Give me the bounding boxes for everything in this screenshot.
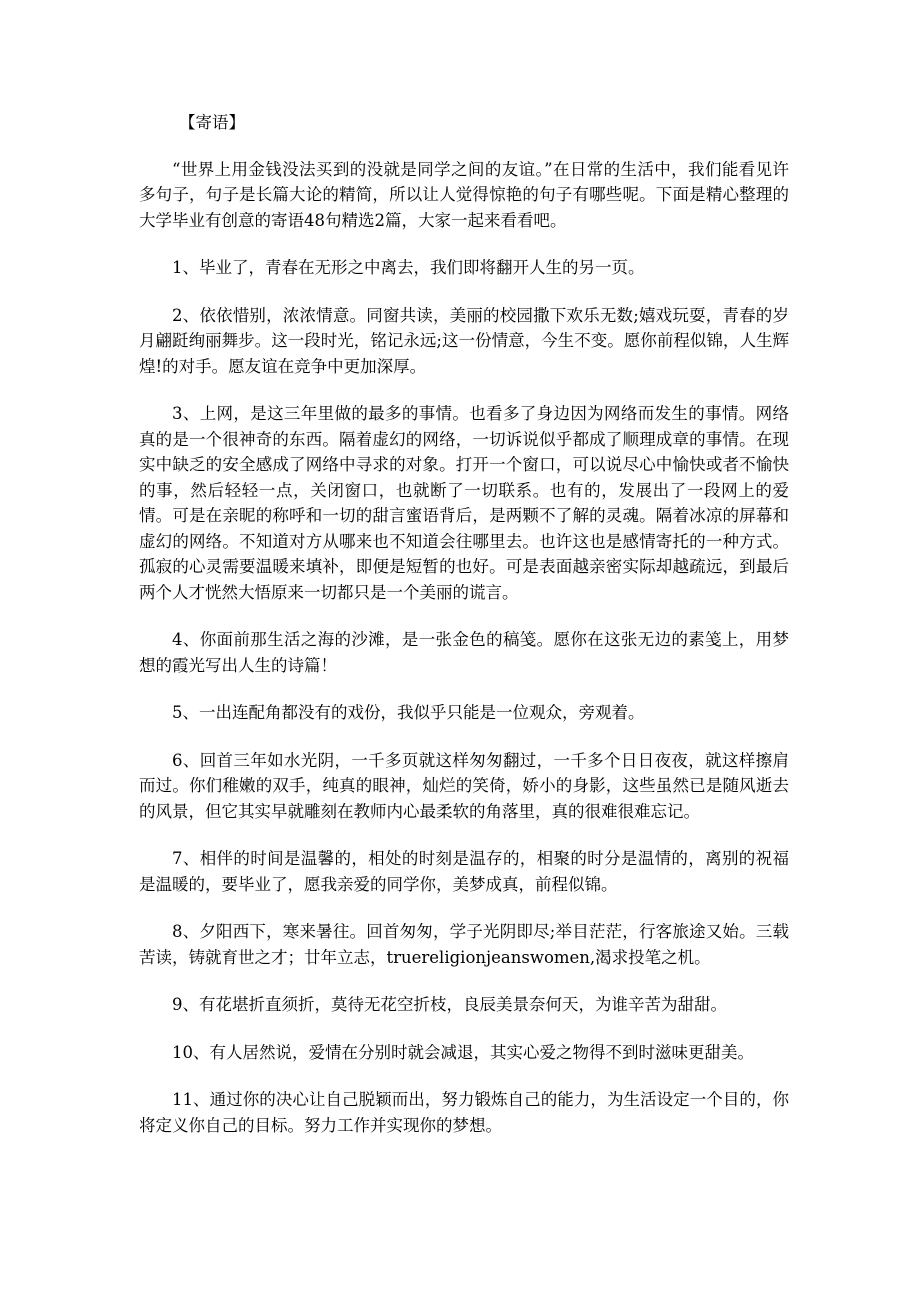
message-item-5: 5、一出连配角都没有的戏份，我似乎只能是一位观众，旁观着。 [172, 703, 645, 722]
message-item-6: 6、回首三年如水光阴，一千多页就这样匆匆翻过，一千多个日日夜夜，就这样擦肩而过。你们稚嫩的双手，纯真的眼神，灿烂的笑倚，娇小的身影，这些虽然已是随风逝去的风景，但它其实早就雕刻在教师内心最柔软的角落里，真的很难很难忘记。 [139, 750, 789, 821]
message-item-9: 9、有花堪折直须折，莫待无花空折枝，良辰美景奈何天，为谁辛苦为甜甜。 [172, 995, 727, 1014]
document-page [139, 110, 789, 1160]
message-item-3: 3、上网，是这三年里做的最多的事情。也看多了身边因为网络而发生的事情。网络真的是一个很神奇的东西。隔着虚幻的网络，一切诉说似乎都成了顺理成章的事情。在现实中缺乏的安全感成了网络中寻求的对象。打开一个窗口，可以说尽心中愉快或者不愉快的事，然后轻轻一点，关闭窗口，也就断了一切联系。也有的，发展出了一段网上的爱情。可是在亲昵的称呼和一切的甜言蜜语背后，是两颗不了解的灵魂。隔着冰凉的屏幕和虚幻的网络。不知道对方从哪来也不知道会往哪里去。也许这也是感情寄托的一种方式。孤寂的心灵需要温暖来填补，即便是短暂的也好。可是表面越亲密实际却越疏远，到最后两个人才恍然大悟原来一切都只是一个美丽的谎言。 [139, 404, 789, 602]
message-item-11: 11、通过你的决心让自己脱颖而出，努力锻炼自己的能力，为生活设定一个目的，你将定义你自己的目标。努力工作并实现你的梦想。 [139, 1090, 789, 1135]
message-item-10: 10、有人居然说，爱情在分别时就会减退，其实心爱之物得不到时滋味更甜美。 [172, 1042, 754, 1062]
message-item-7: 7、相伴的时间是温馨的，相处的时刻是温存的，相聚的时分是温情的，离别的祝福是温暖的，要毕业了，愿我亲爱的同学你，美梦成真，前程似锦。 [139, 849, 789, 894]
message-item-2: 2、依依惜别，浓浓情意。同窗共读，美丽的校园撒下欢乐无数;嬉戏玩耍，青春的岁月翩跹绚丽舞步。这一段时光，铭记永远;这一份情意，今生不变。愿你前程似锦，人生辉煌!的对手。愿友谊在竞争中更加深厚。 [139, 305, 789, 376]
intro-paragraph: “世界上用金钱没法买到的没就是同学之间的友谊。”在日常的生活中，我们能看见许多句子，句子是长篇大论的精简，所以让人觉得惊艳的句子有哪些呢。下面是精心整理的大学毕业有创意的寄语48句精选2篇，大家一起来看看吧。 [139, 159, 789, 230]
message-item-8: 8、夕阳西下，寒来暑往。回首匆匆，学子光阴即尽;举目茫茫，行客旅途又始。三载苦读，铸就育世之才；廿年立志，truereligionjeanswomen,渴求投笔之机。 [139, 922, 789, 967]
message-item-4: 4、你面前那生活之海的沙滩，是一张金色的稿笺。愿你在这张无边的素笺上，用梦想的霞光写出人生的诗篇！ [139, 630, 789, 675]
document-title: 【寄语】 [179, 113, 245, 132]
message-item-1: 1、毕业了，青春在无形之中离去，我们即将翻开人生的另一页。 [172, 258, 645, 277]
